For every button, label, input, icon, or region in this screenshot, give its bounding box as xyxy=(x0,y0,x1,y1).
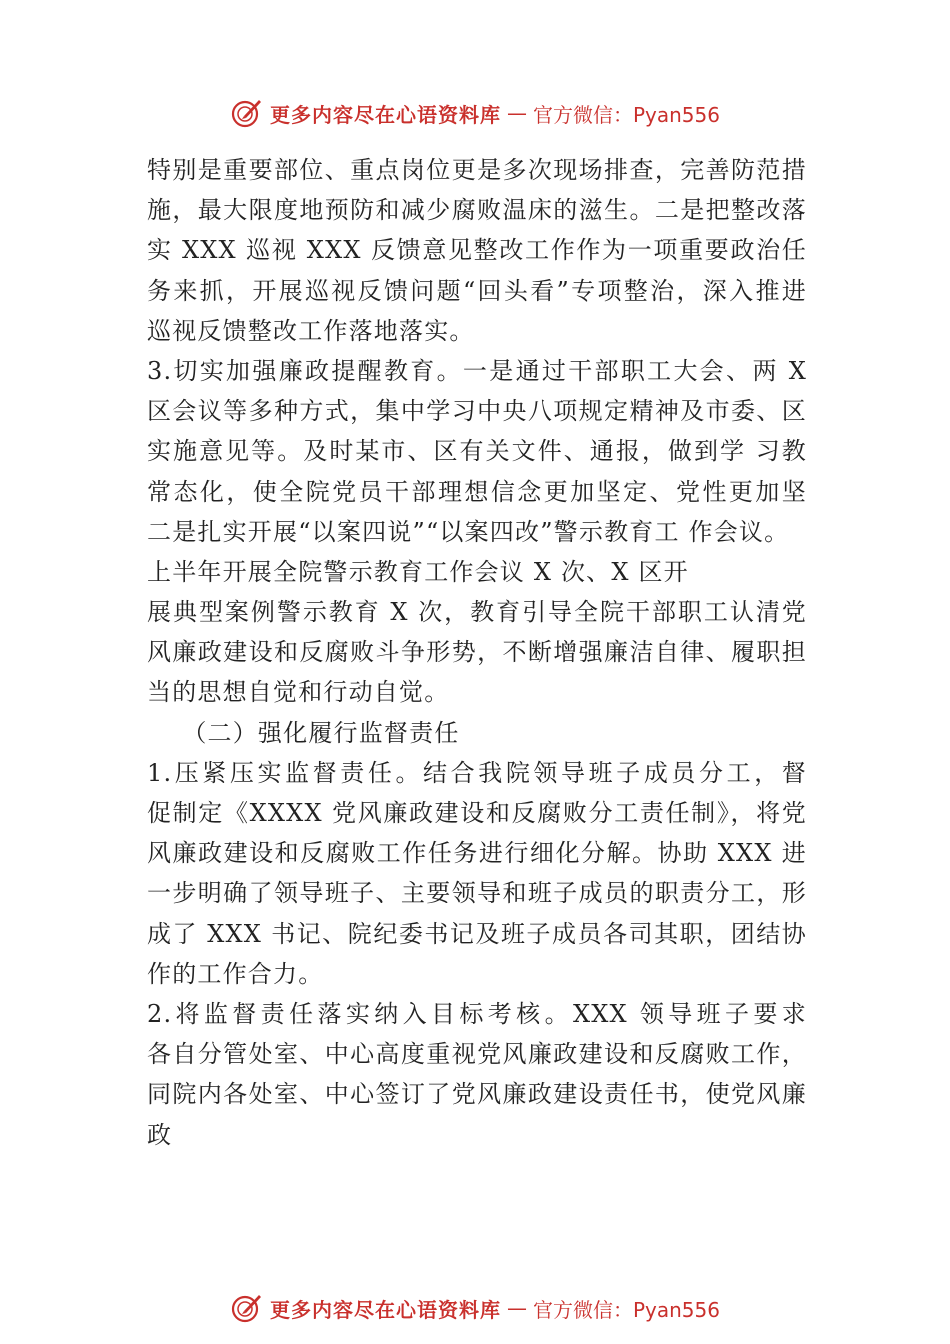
text-line: 务来抓，开展巡视反馈问题“回头看”专项整治，深入推进 xyxy=(147,276,807,305)
text-line: 常态化，使全院党员干部理想信念更加坚定、党性更加坚 xyxy=(147,477,807,506)
text-line: 展典型案例警示教育 X 次，教育引导全院干部职工认清党 xyxy=(147,598,807,627)
text-line: 1.压紧压实监督责任。结合我院领导班子成员分工，督 xyxy=(147,758,807,787)
watermark-wechat: 官方微信：Pyan556 xyxy=(532,1297,720,1322)
text-line: 上半年开展全院警示教育工作会议 X 次、X 区开 xyxy=(147,557,689,586)
watermark-separator: — xyxy=(506,1296,527,1320)
text-line: 风廉政建设和反腐败工作任务进行细化分解。协助 XXX 进 xyxy=(147,839,807,868)
text-line: 当的思想自觉和行动自觉。 xyxy=(147,678,450,707)
text-line: 各自分管处室、中心高度重视党风廉政建设和反腐败工作， xyxy=(147,1040,807,1069)
watermark-title: 更多内容尽在心语资料库 xyxy=(269,1297,501,1322)
text-line: 风廉政建设和反腐败斗争形势，不断增强廉洁自律、履职担 xyxy=(147,638,807,667)
text-line: 区会议等多种方式，集中学习中央八项规定精神及市委、区 xyxy=(147,397,807,426)
text-line: 特别是重要部位、重点岗位更是多次现场排查，完善防范措 xyxy=(147,156,807,184)
text-line: 施，最大限度地预防和减少腐败温床的滋生。二是把整改落 xyxy=(147,196,807,225)
text-line: 作的工作合力。 xyxy=(147,959,324,988)
section-heading: （二）强化履行监督责任 xyxy=(147,718,460,747)
watermark-wechat: 官方微信：Pyan556 xyxy=(532,102,720,127)
text-line: 2.将监督责任落实纳入目标考核。XXX 领导班子要求 xyxy=(147,999,807,1028)
text-line: 实 XXX 巡视 XXX 反馈意见整改工作作为一项重要政治任 xyxy=(147,236,807,265)
document-body xyxy=(147,150,807,1155)
watermark-footer xyxy=(0,1288,950,1328)
text-line: 巡视反馈整改工作落地落实。 xyxy=(147,316,475,345)
text-line: 一步明确了领导班子、主要领导和班子成员的职责分工，形 xyxy=(147,879,807,908)
text-line: 同院内各处室、中心签订了党风廉政建设责任书，使党风廉 xyxy=(147,1080,807,1109)
text-line: 实施意见等。及时某市、区有关文件、通报，做到学 习教 xyxy=(147,437,807,466)
watermark-title: 更多内容尽在心语资料库 xyxy=(269,102,501,127)
text-line: 政 xyxy=(147,1120,173,1149)
watermark-separator: — xyxy=(506,101,527,125)
watermark-header xyxy=(0,93,950,133)
quill-seal-icon xyxy=(230,96,264,130)
text-line: 成了 XXX 书记、院纪委书记及班子成员各司其职，团结协 xyxy=(147,919,807,948)
quill-seal-icon xyxy=(230,1291,264,1325)
text-line: 促制定《XXXX 党风廉政建设和反腐败分工责任制》，将党 xyxy=(147,799,807,827)
text-line: 二是扎实开展“以案四说”“以案四改”警示教育工 作会议。 xyxy=(147,517,790,546)
text-line: 3.切实加强廉政提醒教育。一是通过干部职工大会、两 X xyxy=(147,356,807,385)
